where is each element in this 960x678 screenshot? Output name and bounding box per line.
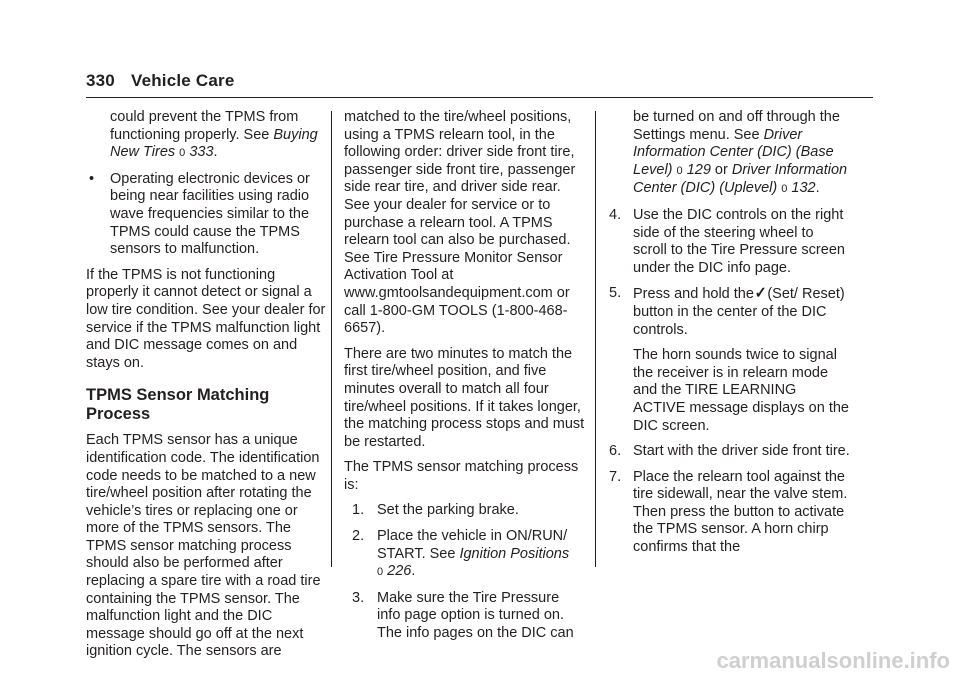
checkmark-icon: ✓ — [754, 285, 767, 303]
paragraph: The TPMS sensor matching process is: — [344, 459, 579, 493]
page-number: 330 — [86, 71, 115, 90]
paragraph-text: could prevent the TPMS from functioning properly. See — [110, 109, 299, 143]
section-title: Vehicle Care — [130, 71, 235, 90]
watermark: carmanualsonline.info — [716, 648, 950, 673]
step-number: 4. — [609, 206, 622, 223]
page-ref[interactable]: 129 — [686, 161, 711, 178]
step-item — [344, 590, 586, 643]
column-2 — [344, 109, 586, 651]
step-item — [609, 207, 851, 277]
step-text: Place the relearn tool against the tire sidewall, near the valve stem. Then press the button to activate the TPMS sensor. A horn chirp confirms that the — [633, 468, 848, 556]
step-text: Make sure the Tire Pressure info page option is turned on. The info pages on the DIC can — [377, 589, 574, 642]
paragraph: If the TPMS is not functioning properly it cannot detect or signal a low tire condition. See your dealer for service if the TPMS malfunction light and DIC message comes on and stays on. — [86, 266, 326, 371]
paragraph: matched to the tire/wheel positions, using a TPMS relearn tool, in the following order: driver side front tire, passenger side front tire, passenger side rear tire, and driver side rear. See your dealer for service or to purchase a relearn tool. A TPMS relearn tool can also be purchased. See Tire Pressure Monitor Sensor Activation Tool at www.gmtoolsandequipment.com or call 1-800-GM TOOLS (1-800-468-6657). — [344, 109, 576, 337]
column-1 — [86, 109, 328, 669]
step-text: Use the DIC controls on the right side of the steering wheel to scroll to the Tire Pressure screen under the DIC info page. — [633, 206, 845, 276]
page-ref-icon: 0 — [676, 164, 683, 177]
cross-reference-link[interactable]: Driver Information Center (DIC) (Uplevel) — [633, 161, 848, 197]
step-text: Start with the driver side front tire. — [633, 443, 850, 460]
step-text: Place the vehicle in ON/RUN/ START. See — [377, 528, 568, 562]
column-divider-1 — [331, 111, 332, 567]
cross-reference-link[interactable]: Buying New Tires — [110, 126, 318, 161]
step-number: 5. — [609, 285, 622, 302]
page-ref-icon: 0 — [377, 566, 384, 579]
step-item — [609, 469, 851, 557]
step-text: (Set/ Reset) button in the center of the DIC controls. — [633, 286, 845, 338]
section-heading: TPMS Sensor Matching Process — [86, 386, 270, 424]
step-text: Press and hold the — [633, 286, 754, 303]
step-item — [609, 443, 851, 461]
step-note: The horn sounds twice to signal the receiver is in relearn mode and the TIRE LEARNING ACTIVE message displays on the DIC screen. — [633, 347, 849, 434]
paragraph-text: or — [714, 161, 728, 178]
step-number: 7. — [609, 468, 622, 485]
column-3 — [609, 109, 851, 565]
page-ref-icon: 0 — [179, 147, 186, 160]
paragraph: could prevent the TPMS from functioning properly. See Buying New Tires 0 333. — [110, 109, 318, 161]
step-number: 6. — [609, 443, 622, 460]
page-ref[interactable]: 132 — [791, 180, 816, 197]
step-item — [609, 285, 851, 339]
step-item: 2. Place the vehicle in ON/RUN/ START. See Ignition Positions 0 226. — [352, 528, 570, 580]
page-ref[interactable]: 226 — [387, 563, 412, 580]
step-number: 3. — [352, 589, 365, 606]
step-item — [344, 502, 586, 520]
page-ref[interactable]: 333 — [189, 144, 214, 161]
paragraph: Each TPMS sensor has a unique identification code. The identification code needs to be matched to a new tire/wheel position after rotating the vehicle’s tires or replacing one or more of the TPMS sensors. The TPMS sensor matching process should also be performed after replacing a spare tire with a road tire containing the TPMS sensor. The malfunction light and the DIC message should go off at the next ignition cycle. The sensors are — [86, 432, 321, 660]
paragraph: There are two minutes to match the first tire/wheel position, and five minutes overall to match all four tire/wheel positions. If it takes longer, the matching process stops and must be restarted. — [344, 345, 585, 450]
bullet-item — [86, 171, 328, 259]
header-rule — [86, 97, 873, 98]
cross-reference-link[interactable]: Ignition Positions — [459, 545, 570, 562]
bullet-text: Operating electronic devices or being near facilities using radio wave frequencies similar to the TPMS could cause the TPMS sensors to malfunction. — [110, 170, 310, 258]
paragraph: be turned on and off through the Settings menu. See Driver Information Center (DIC) (Base Level) 0 129 or Driver Information Center (DIC) (Uplevel) 0 132. — [633, 109, 848, 197]
bullet-icon: • — [89, 170, 95, 187]
page-header — [86, 71, 235, 91]
column-divider-2 — [595, 111, 596, 567]
step-number: 1. — [352, 502, 365, 519]
cross-reference-link[interactable]: Driver Information Center (DIC) (Base Level) — [633, 126, 834, 178]
step-number: 2. — [352, 528, 365, 545]
step-text: Set the parking brake. — [377, 502, 519, 519]
paragraph-text: be turned on and off through the Settings menu. See — [633, 109, 840, 143]
page-ref-icon: 0 — [781, 183, 788, 196]
